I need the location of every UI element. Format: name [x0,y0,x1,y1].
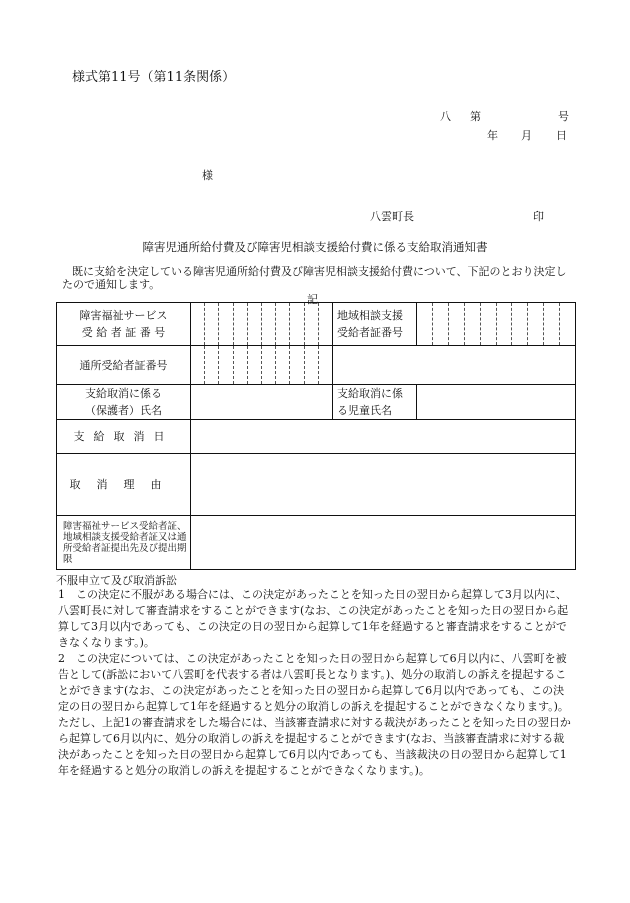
consult-number-label: 地域相談支援 受給者証番号 [333,303,417,346]
document-title: 障害児通所給付費及び障害児相談支援給付費に係る支給取消通知書 [142,240,488,254]
table-row [57,516,576,570]
tsusho-number-label: 通所受給者証番号 [57,346,191,385]
form-number: 様式第11号（第11条関係） [72,70,236,85]
appeal-paragraph-2: 2 この決定については、この決定があったことを知った日の翌日から起算して6月以内に、八雲町を被告として(訴訟において八雲町を代表する者は八雲町長となります。)、処分の取消しの訴えを提起することができます(なお、この決定があったことを知った日の翌日から起算して6月以内であっても、この決定の日の翌日から起算して1年を経過すると処分の取消しの訴えを提起することができなくなります。)。ただし、上記1の審査請求をした場合には、当該審査請求に対する裁決があったことを知った日の翌日から起算して6月以内に、処分の取消しの訴えを提起することができます(なお、当該審査請求に対する裁決があったことを知った日の翌日から起算して6月以内であっても、当該裁決の日の翌日から起算して1年を経過すると処分の取消しの訴えを提起することができなくなります。)。 [58,652,571,777]
child-name-field [417,385,576,420]
date-year-label: 年 [487,129,498,142]
table-row [57,385,576,420]
consult-number-boxes [417,303,576,346]
submit-deadline-field [191,516,576,570]
tsusho-blank [333,346,576,385]
table-row [57,346,576,385]
document-number-dai: 第 [470,110,481,123]
document-number-prefix: 八 [440,110,451,123]
intro-text: 既に支給を決定している障害児通所給付費及び障害児相談支援給付費について、下記のとおり決定したので通知します。 [62,265,567,291]
notice-table [56,302,576,570]
table-row [57,420,576,454]
appeal-paragraph-1: 1 この決定に不服がある場合には、この決定があったことを知った日の翌日から起算して3月以内に、八雲町長に対して審査請求をすることができます(なお、この決定があったことを知った日の翌日から起算して3月以内であっても、この決定の日の翌日から起算して1年を経過すると審査請求をすることができなくなります。)。 [58,588,569,649]
guardian-name-field [191,385,333,420]
service-number-boxes [191,303,333,346]
table-row [57,454,576,516]
document-number-go: 号 [558,110,569,123]
cancel-date-field [191,420,576,454]
appeal-heading: 不服申立て及び取消訴訟 [56,574,177,587]
addressee-suffix: 様 [202,169,213,182]
submit-deadline-label: 障害福祉サービス受給者証、地域相談支援受給者証又は通所受給者証提出先及び提出期限 [57,516,191,570]
guardian-name-label: 支給取消に係る （保護者）氏名 [57,385,191,420]
tsusho-number-boxes [191,346,333,385]
child-name-label: 支給取消に係 る児童氏名 [333,385,417,420]
ki-label: 記 [307,293,318,306]
date-month-label: 月 [521,129,532,142]
cancel-date-label: 支給取消日 [57,420,191,454]
issuer-name: 八雲町長 [370,210,414,223]
service-number-label: 障害福祉サービス 受 給 者 証 番 号 [57,303,191,346]
reason-field [191,454,576,516]
table-row [57,303,576,346]
seal-mark: 印 [533,210,544,223]
date-day-label: 日 [556,129,567,142]
reason-label: 取消理由 [57,454,191,516]
